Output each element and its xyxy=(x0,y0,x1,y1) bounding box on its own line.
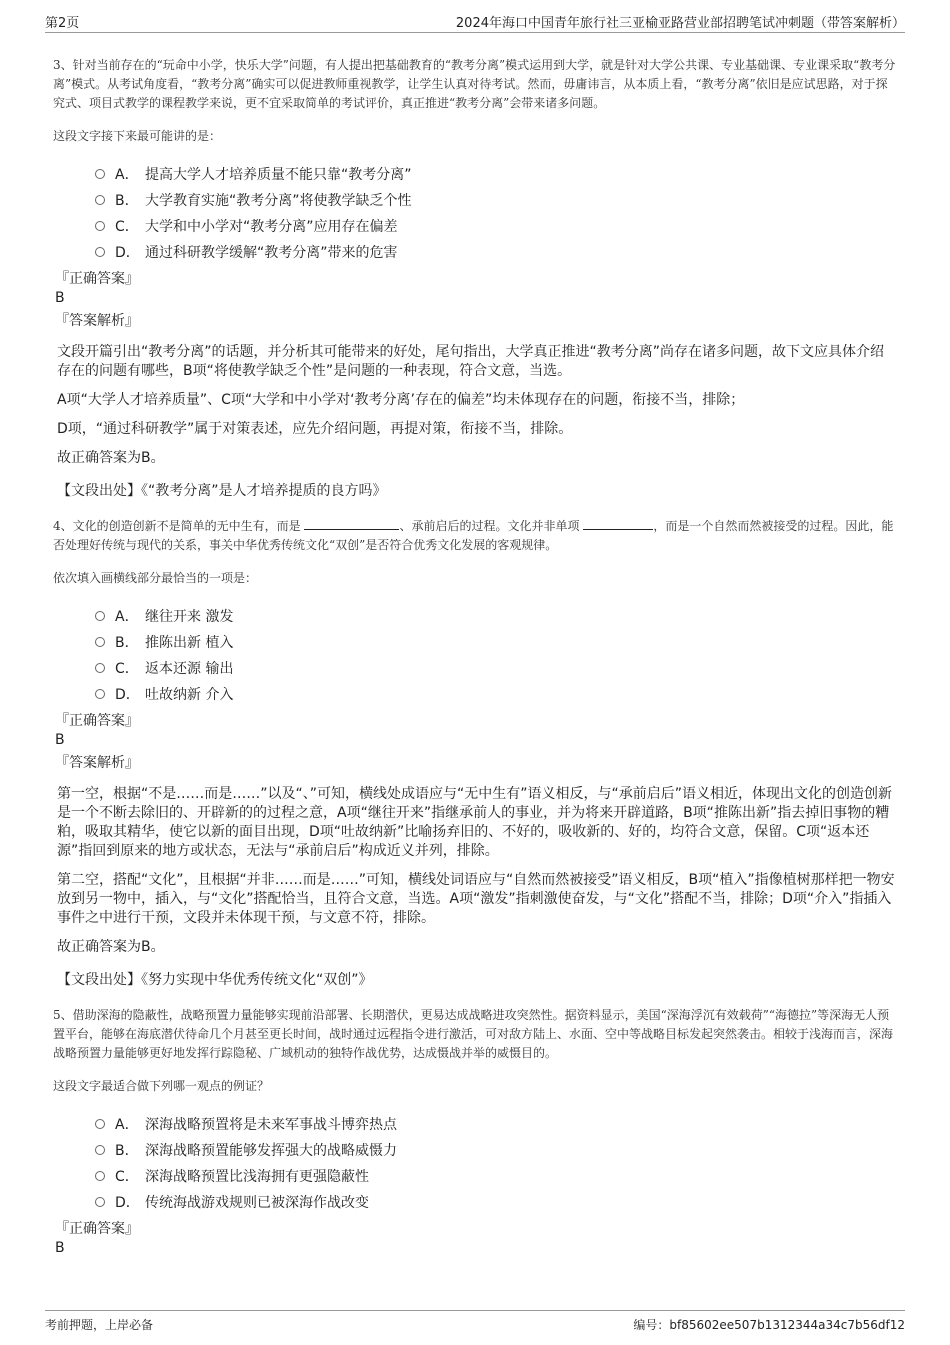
option-d[interactable]: D． 吐故纳新 介入 xyxy=(95,682,897,708)
radio-icon[interactable] xyxy=(95,169,105,179)
option-c[interactable]: C． 大学和中小学对“教考分离”应用存在偏差 xyxy=(95,214,897,240)
option-a[interactable]: A． 继往开来 激发 xyxy=(95,604,897,630)
option-a[interactable]: A． 提高大学人才培养质量不能只靠“教考分离” xyxy=(95,162,897,188)
question-stem: 4、文化的创造创新不是简单的无中生有，而是 、承前启后的过程。文化并非单项 ，而是一个自然而然被接受的过程。因此，能否处理好传统与现代的关系，事关中华优秀传统文化“双创”是否符合优秀文化发展的客观规律。 xyxy=(53,519,894,552)
question-prompt: 这段文字接下来最可能讲的是： xyxy=(53,129,222,143)
correct-answer-value: B xyxy=(55,732,65,748)
radio-icon[interactable] xyxy=(95,1119,105,1129)
question-4 xyxy=(53,517,897,990)
radio-icon[interactable] xyxy=(95,1197,105,1207)
source-line: 【文段出处】《“教考分离”是人才培养提质的良方吗》 xyxy=(57,483,387,499)
question-prompt: 依次填入画横线部分最恰当的一项是： xyxy=(53,571,258,585)
correct-answer-label: 『正确答案』 xyxy=(55,271,139,287)
radio-icon[interactable] xyxy=(95,611,105,621)
document-code: 编号：bf85602ee507b1312344a34c7b56df12 xyxy=(633,1318,905,1332)
radio-icon[interactable] xyxy=(95,637,105,647)
question-3 xyxy=(53,56,897,501)
option-b[interactable]: B． 大学教育实施“教考分离”将使教学缺乏个性 xyxy=(95,188,897,214)
correct-answer-label: 『正确答案』 xyxy=(55,713,139,729)
option-list xyxy=(53,162,897,266)
question-stem: 5、借助深海的隐蔽性，战略预置力量能够实现前沿部署、长期潜伏，更易达成战略进攻突然性。据资料显示，美国“深海浮沉有效载荷”“海德拉”等深海无人预置平台，能够在海底潜伏待命几个月甚至更长时间，战时通过远程指令进行激活，可对敌方陆上、水面、空中等战略目标发起突然袭击。相较于浅海而言，深海战略预置力量能够更好地发挥行踪隐秘、广域机动的独特作战优势，达成慑战并举的威慑目的。 xyxy=(53,1008,894,1060)
analysis-paragraph: 文段开篇引出“教考分离”的话题，并分析其可能带来的好处，尾句指出，大学真正推进“教考分离”尚存在诸多问题，故下文应具体介绍存在的问题有哪些，B项“将使教学缺乏个性”是问题的一种表现，符合文意，当选。 xyxy=(57,344,885,379)
document-title: 2024年海口中国青年旅行社三亚榆亚路营业部招聘笔试冲刺题（带答案解析） xyxy=(455,16,905,31)
radio-icon[interactable] xyxy=(95,1171,105,1181)
correct-answer-value: B xyxy=(55,1240,65,1256)
option-b[interactable]: B． 推陈出新 植入 xyxy=(95,630,897,656)
question-prompt: 这段文字最适合做下列哪一观点的例证？ xyxy=(53,1079,270,1093)
question-stem: 3、针对当前存在的“玩命中小学，快乐大学”问题，有人提出把基础教育的“教考分离”模式运用到大学，就是针对大学公共课、专业基础课、专业课采取“教考分离”模式。从考试角度看，“教考分离”确实可以促进教师重视教学，让学生认真对待考试。然而，毋庸讳言，从本质上看，“教考分离”依旧是应试思路，对于探究式、项目式教学的课程教学来说，更不宜采取简单的考试评价，真正推进“教考分离”会带来诸多问题。 xyxy=(53,58,896,110)
analysis-paragraph: 第二空，搭配“文化”，且根据“并非……而是……”可知，横线处词语应与“自然而然被接受”语义相反，B项“植入”指像植树那样把一物安放到另一物中，插入，与“文化”搭配恰当，且符合文意，当选。A项“激发”指刺激使奋发，与“文化”搭配不当，排除；D项“介入”指插入事件之中进行干预，文段并未体现干预，与文意不符，排除。 xyxy=(57,872,895,926)
analysis-paragraph: 故正确答案为B。 xyxy=(57,939,165,955)
radio-icon[interactable] xyxy=(95,247,105,257)
source-line: 【文段出处】《努力实现中华优秀传统文化“双创”》 xyxy=(57,972,373,988)
radio-icon[interactable] xyxy=(95,221,105,231)
fill-blank-2 xyxy=(583,517,653,530)
analysis-label: 『答案解析』 xyxy=(55,313,139,329)
option-c[interactable]: C． 返本还源 输出 xyxy=(95,656,897,682)
analysis-paragraph: 故正确答案为B。 xyxy=(57,450,165,466)
analysis-paragraph: A项“大学人才培养质量”、C项“大学和中小学对‘教考分离’存在的偏差”均未体现存在的问题，衔接不当，排除； xyxy=(57,392,745,408)
page-number: 第2页 xyxy=(45,16,80,31)
radio-icon[interactable] xyxy=(95,1145,105,1155)
option-d[interactable]: D． 传统海战游戏规则已被深海作战改变 xyxy=(95,1190,897,1216)
radio-icon[interactable] xyxy=(95,195,105,205)
option-list xyxy=(53,604,897,708)
option-a[interactable]: A． 深海战略预置将是未来军事战斗博弈热点 xyxy=(95,1112,897,1138)
analysis-paragraph: 第一空，根据“不是……而是……”以及“、”可知，横线处成语应与“无中生有”语义相反，与“承前启后”语义相近，体现出文化的创造创新是一个不断去除旧的、开辟新的的过程之意，A项“继往开来”指继承前人的事业，并为将来开辟道路，B项“推陈出新”指去掉旧事物的糟粕，吸取其精华，使它以新的面目出现，D项“吐故纳新”比喻扬弃旧的、不好的，吸收新的、好的，均符合文意，保留。C项“返本还源”指回到原来的地方或状态，无法与“承前启后”构成近义并列，排除。 xyxy=(57,786,893,859)
correct-answer-value: B xyxy=(55,290,65,306)
page-content xyxy=(53,56,897,1258)
analysis-paragraph: D项，“通过科研教学”属于对策表述，应先介绍问题，再提对策，衔接不当，排除。 xyxy=(57,421,573,437)
option-c[interactable]: C． 深海战略预置比浅海拥有更强隐蔽性 xyxy=(95,1164,897,1190)
analysis-label: 『答案解析』 xyxy=(55,755,139,771)
correct-answer-label: 『正确答案』 xyxy=(55,1221,139,1237)
radio-icon[interactable] xyxy=(95,689,105,699)
option-b[interactable]: B． 深海战略预置能够发挥强大的战略威慑力 xyxy=(95,1138,897,1164)
radio-icon[interactable] xyxy=(95,663,105,673)
fill-blank-1 xyxy=(304,517,399,530)
footer-slogan: 考前押题，上岸必备 xyxy=(45,1318,154,1332)
question-5 xyxy=(53,1006,897,1258)
page-footer xyxy=(45,1310,905,1335)
page-header xyxy=(45,10,905,33)
option-d[interactable]: D． 通过科研教学缓解“教考分离”带来的危害 xyxy=(95,240,897,266)
option-list xyxy=(53,1112,897,1216)
